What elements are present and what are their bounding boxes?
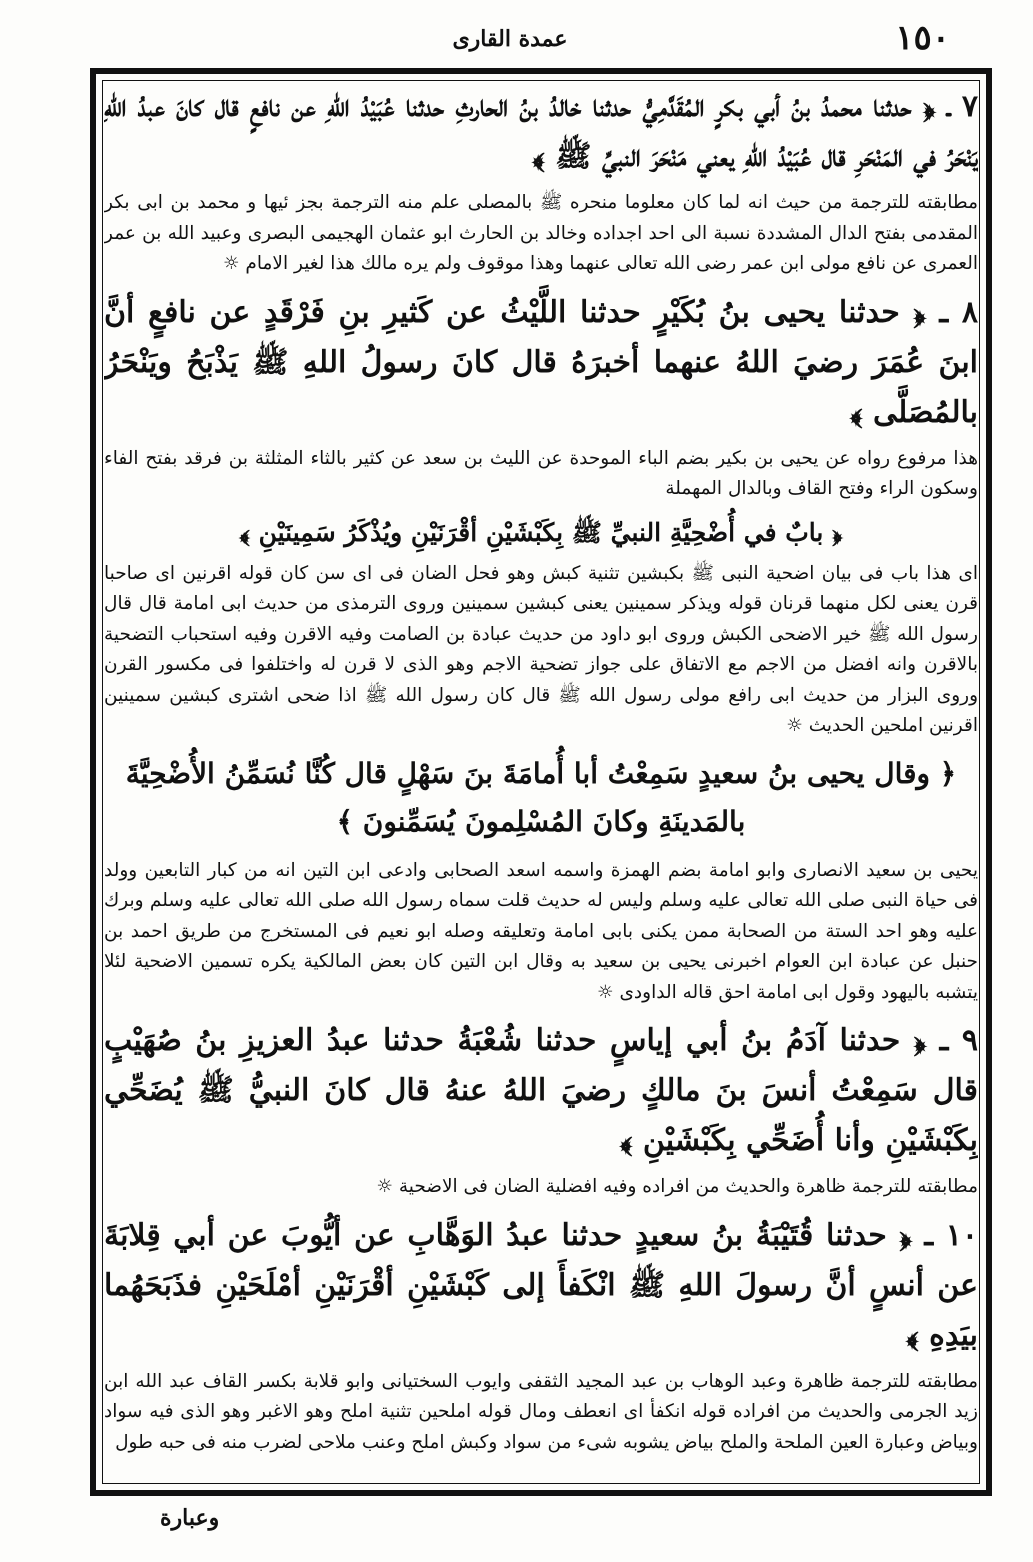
commentary-7: مطابقته للترجمة من حيث انه لما كان معلوما منحره ﷺ بالمصلى علم منه الترجمة بجز ئيها و محمد بن ابى بكر المقدمى بفتح الدال المشددة نسبة الى احد اجداده وخالد بن الحارث ابو عثمان الهجيمى البصرى وعبيد الله بن عمر العمرى عن نافع مولى ابن عمر رضى الله تعالى عنهما وهذا موقوف ولم يره مالك هذا لغير الامام ☼ bbox=[104, 192, 978, 274]
catchword: وعبارة bbox=[160, 1505, 220, 1531]
running-title: عمدة القارى bbox=[452, 26, 568, 52]
hadith-7: ٧ ـ ﴿ حدثنا محمدُ بنُ أبي بكرٍ المُقَدَّمِيُّ حدثنا خالدُ بنُ الحارثِ حدثنا عُبَيْدُ اللهِ عن نافعٍ قال كانَ عبدُ اللهِ يَنْحَرُ في المَنْحَرِ قال عُبَيْدُ اللهِ يعني مَنْحَرَ النبيِّ ﷺ ﴾ bbox=[104, 89, 978, 174]
chapter-commentary: اى هذا باب فى بيان اضحية النبى ﷺ بكبشين تثنية كبش وهو فحل الضان فى اى سن كان قوله اقرنين اى صاحبا قرن يعنى لكل منهما قرنان قوله ويذكر سمينين يعنى كبشين سمينين وروى الترمذى من حديث ابى امامة قال قال رسول الله ﷺ خير الاضحى الكبش وروى ابو داود من حديث عبادة بن الصامت وفيه الاقرن وفيه استحباب التضحية بالاقرن وانه افضل من الاجم مع الاتفاق على جواز تضحية الاجم وهو الذى لا قرن له واختلفوا فى مكسور القرن وروى البزار من حديث ابى رافع مولى رسول الله ﷺ قال كان رسول الله ﷺ اذا ضحى اشترى كبشين سمينين اقرنين املحين الحديث ☼ bbox=[104, 562, 978, 736]
suspended-report: ﴿ وقال يحيى بنُ سعيدٍ سَمِعْتُ أبا أُمامَةَ بنَ سَهْلٍ قال كُنَّا نُسَمِّنُ الأُضْحِيَّةَ بالمَدينَةِ وكانَ المُسْلِمونَ يُسَمِّنونَ ﴾ bbox=[125, 756, 957, 838]
commentary-8: هذا مرفوع رواه عن يحيى بن بكير بضم الباء الموحدة عن الليث بن سعد عن كثير بالثاء المثلثة بن فرقد بفتح الفاء وسكون الراء وفتح القاف وبالدال المهملة bbox=[104, 447, 978, 499]
page-content bbox=[104, 82, 978, 1486]
page-header bbox=[60, 18, 960, 66]
hadith-9: ٩ ـ ﴿ حدثنا آدَمُ بنُ أبي إياسٍ حدثنا شُعْبَةُ حدثنا عبدُ العزيزِ بنُ صُهَيْبٍ قال سَمِعْتُ أنسَ بنَ مالكٍ رضيَ اللهُ عنهُ قال كانَ النبيُّ ﷺ يُضَحِّي بِكَبْشَيْنِ وأنا أُضَحِّي بِكَبْشَيْنِ ﴾ bbox=[104, 1023, 978, 1158]
commentary-9: مطابقته للترجمة ظاهرة والحديث من افراده وفيه افضلية الضان فى الاضحية ☼ bbox=[376, 1176, 978, 1197]
commentary-10: مطابقته للترجمة ظاهرة وعبد الوهاب بن عبد المجيد الثقفى وايوب السختيانى وابو قلابة بكسر القاف عبد الله ابن زيد الجرمى والحديث من افراده قوله انكفأ اى انعطف ومال قوله املحين تثنية املح وهو الاغبر وهو الذى فيه سواد وبياض وعبارة العين الملحة والملح بياض يشوبه شىء من سواد وكبش املح وعنب ملاحى لضرب منه فى حبه طول bbox=[104, 1370, 978, 1453]
hadith-10: ١٠ ـ ﴿ حدثنا قُتَيْبَةُ بنُ سعيدٍ حدثنا عبدُ الوَهَّابِ عن أيُّوبَ عن أبي قِلابَةَ عن أنسٍ أنَّ رسولَ اللهِ ﷺ انْكَفأَ إلى كَبْشَيْنِ أقْرَنَيْنِ أمْلَحَيْنِ فذَبَحَهُما بيَدِهِ ﴾ bbox=[104, 1217, 978, 1353]
page-number: ١٥٠ bbox=[895, 18, 950, 58]
suspended-report-commentary: يحيى بن سعيد الانصارى وابو امامة بضم الهمزة واسمه اسعد الصحابى وادعى ابن التين انه من كبار التابعين وولد فى حياة النبى صلى الله تعالى عليه وسلم وليس له حديث قلت سماه رسول الله صلى الله تعالى عليه وسلم وبرك عليه وهو احد الستة من الصحابة ممن يكنى بابى امامة وتعليقه وصله ابو نعيم فى المستخرج من طريق احمد بن حنبل عن عبادة ابن العوام اخبرنى يحيى بن سعيد به وقال ابن التين كان بعض المالكية يكره تسمين الاضحية لئلا يتشبه باليهود وقول ابى امامة احق قاله الداودى ☼ bbox=[104, 859, 978, 1003]
hadith-8: ٨ ـ ﴿ حدثنا يحيى بنُ بُكَيْرٍ حدثنا اللَّيْثُ عن كَثيرِ بنِ فَرْقَدٍ عن نافعٍ أنَّ ابنَ عُمَرَ رضيَ اللهُ عنهما أخبرَهُ قال كانَ رسولُ اللهِ ﷺ يَذْبَحُ ويَنْحَرُ بالمُصَلَّى ﴾ bbox=[104, 294, 978, 430]
chapter-heading: ﴿ بابٌ في أُضْحِيَّةِ النبيِّ ﷺ بِكَبْشَيْنِ أقْرَنَيْنِ ويُذْكَرُ سَمِينَيْنِ ﴾ bbox=[239, 517, 843, 547]
